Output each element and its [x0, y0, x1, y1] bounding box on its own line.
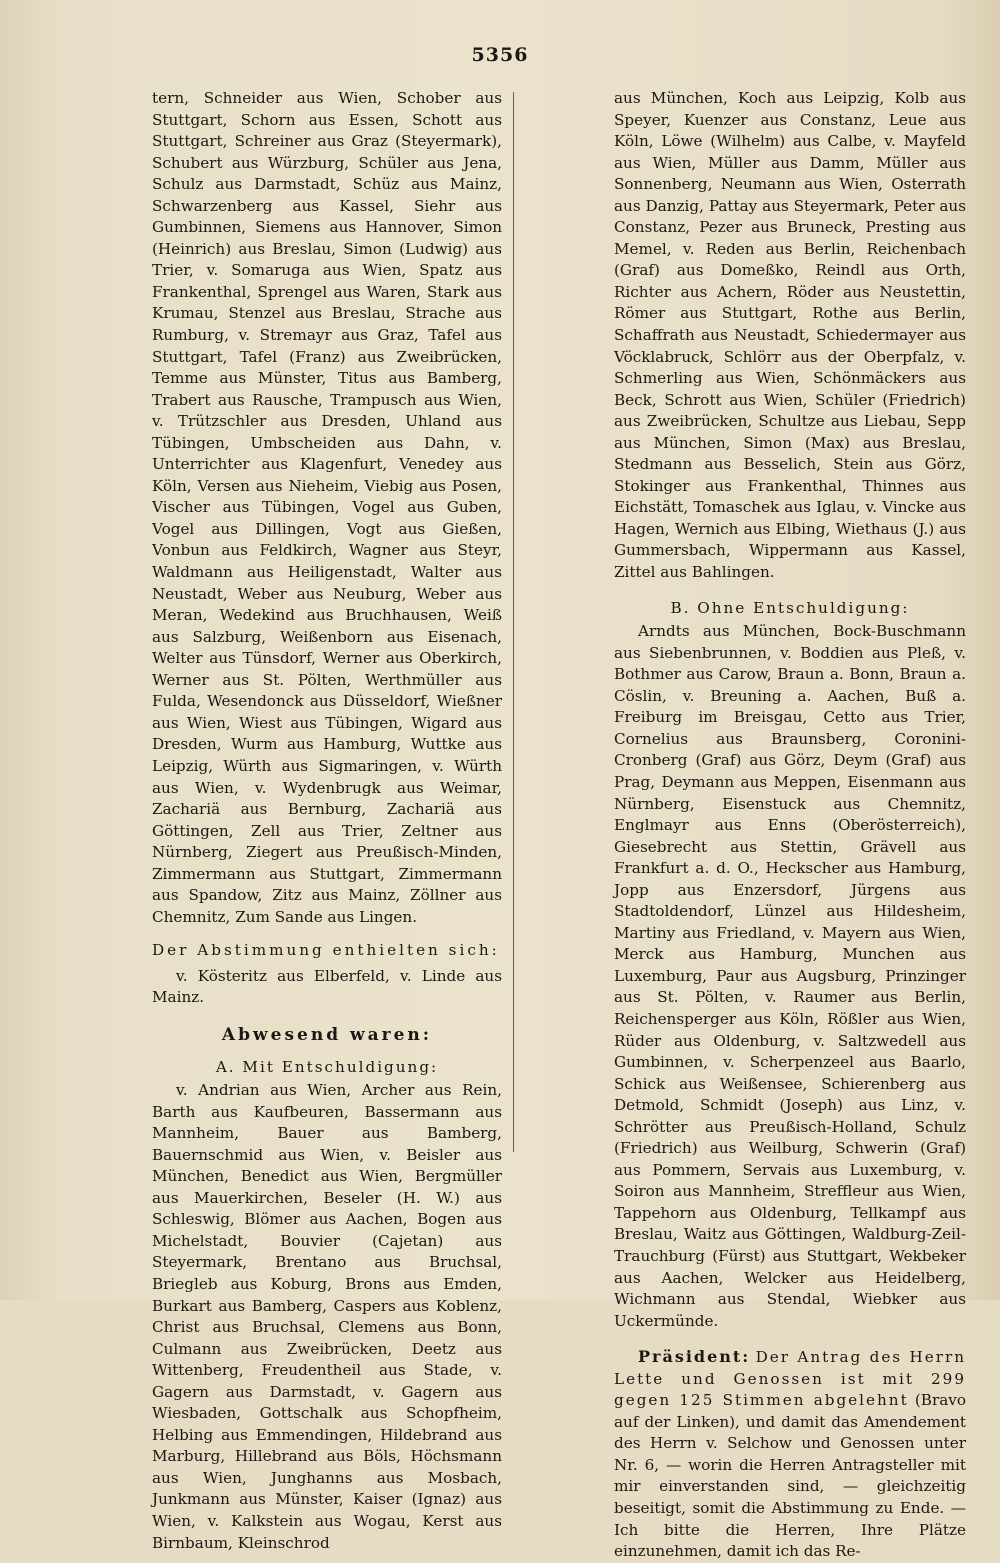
excused-list-continued: aus München, Koch aus Leipzig, Kolb aus Speyer, Kuenzer aus Constanz, Leue aus Köln, Löwe (Wilhelm) aus Calbe, v. Mayfeld aus Wien, Müller aus Damm, Müller aus Sonnenberg, Neumann aus Wien, Osterrath aus Danzig, Pattay aus Steyermark, Peter aus Constanz, Pezer aus Bruneck, Presting aus Memel, v. Reden aus Berlin, Reichenbach (Graf) aus Domeßko, Reindl aus Orth, Richter aus Achern, Röder aus Neustettin, Römer aus Stuttgart, Rothe aus Berlin, Schaffrath aus Neustadt, Schiedermayer aus Vöcklabruck, Schlörr aus der Oberpfalz, v. Schmerling aus Wien, Schönmäckers aus Beck, Schrott aus Wien, Schüler (Friedrich) aus Zweibrücken, Schultze aus Liebau, Sepp aus München, Simon (Max) aus Breslau, Stedmann aus Besselich, Stein aus Görz, Stokinger aus Frankenthal, Thinnes aus Eichstätt, Tomaschek aus Iglau, v. Vincke aus Hagen, Wernich aus Elbing, Wiethaus (J.) aus Gummersbach, Wippermann aus Kassel, Zittel aus Bahlingen. [614, 89, 966, 582]
column-divider [513, 92, 514, 1152]
president-spaced-text: Der Antrag des Herrn Lette und Genossen ist mit 299 gegen 125 Stimmen abgelehnt [614, 1348, 966, 1410]
president-label: Präsident: [638, 1347, 751, 1367]
president-text: (Bravo auf der Linken), und damit das Amendement des Herrn v. Selchow und Genossen unter Nr. 6, — worin die Herren Antragsteller mit mir einverstanden sind, — gleichzeitig beseitigt, somit die Abstimmung zu Ende. — Ich bitte die Herren, Ihre Plätze einzunehmen, damit ich das Re- [614, 1391, 966, 1561]
vote-list-continued: tern, Schneider aus Wien, Schober aus Stuttgart, Schorn aus Essen, Schott aus Stuttgart, Schreiner aus Graz (Steyermark), Schubert aus Würzburg, Schüler aus Jena, Schulz aus Darmstadt, Schüz aus Mainz, Schwarzenberg aus Kassel, Siehr aus Gumbinnen, Siemens aus Hannover, Simon (Heinrich) aus Breslau, Simon (Ludwig) aus Trier, v. Somaruga aus Wien, Spatz aus Frankenthal, Sprengel aus Waren, Stark aus Krumau, Stenzel aus Breslau, Strache aus Rumburg, v. Stremayr aus Graz, Tafel aus Stuttgart, Tafel (Franz) aus Zweibrücken, Temme aus Münster, Titus aus Bamberg, Trabert aus Rausche, Trampusch aus Wien, v. Trützschler aus Dresden, Uhland aus Tübingen, Umbscheiden aus Dahn, v. Unterrichter aus Klagenfurt, Venedey aus Köln, Versen aus Nieheim, Viebig aus Posen, Vischer aus Tübingen, Vogel aus Guben, Vogel aus Dillingen, Vogt aus Gießen, Vonbun aus Feldkirch, Wagner aus Steyr, Waldmann aus Heiligenstadt, Walter aus Neustadt, Weber aus Neuburg, Weber aus Meran, Wedekind aus Bruchhausen, Weiß aus Salzburg, Weißenborn aus Eisenach, Welter aus Tünsdorf, Werner aus Oberkirch, Werner aus St. Pölten, Werthmüller aus Fulda, Wesendonck aus Düsseldorf, Wießner aus Wien, Wiest aus Tübingen, Wigard aus Dresden, Wurm aus Hamburg, Wuttke aus Leipzig, Würth aus Sigmaringen, v. Würth aus Wien, v. Wydenbrugk aus Weimar, Zachariä aus Bernburg, Zachariä aus Göttingen, Zell aus Trier, Zeltner aus Nürnberg, Ziegert aus Preußisch-Minden, Zimmermann aus Stuttgart, Zimmermann aus Spandow, Zitz aus Mainz, Zöllner aus Chemnitz, Zum Sande aus Lingen. [152, 89, 502, 926]
absent-heading: Abwesend waren: [221, 1024, 433, 1045]
unexcused-list: Arndts aus München, Bock-Buschmann aus Siebenbrunnen, v. Boddien aus Pleß, v. Bothmer aus Carow, Braun a. Bonn, Braun a. Cöslin, v. Breuning a. Aachen, Buß a. Freiburg im Breisgau, Cetto aus Trier, Cornelius aus Braunsberg, Coronini-Cronberg (Graf) aus Görz, Deym (Graf) aus Prag, Deymann aus Meppen, Eisenmann aus Nürnberg, Eisenstuck aus Chemnitz, Englmayr aus Enns (Oberösterreich), Giesebrecht aus Stettin, Grävell aus Frankfurt a. d. O., Heckscher aus Hamburg, Jopp aus Enzersdorf, Jürgens aus Stadtoldendorf, Lünzel aus Hildesheim, Martiny aus Friedland, v. Mayern aus Wien, Merck aus Hamburg, Munchen aus Luxemburg, Paur aus Augsburg, Prinzinger aus St. Pölten, v. Raumer aus Berlin, Reichensperger aus Köln, Rößler aus Wien, Rüder aus Oldenburg, v. Saltzwedell aus Gumbinnen, v. Scherpenzeel aus Baarlo, Schick aus Weißensee, Schierenberg aus Detmold, Schmidt (Joseph) aus Linz, v. Schrötter aus Preußisch-Holland, Schulz (Friedrich) aus Weilburg, Schwerin (Graf) aus Pommern, Servais aus Luxemburg, v. Soiron aus Mannheim, Streffleur aus Wien, Tappehorn aus Oldenburg, Tellkampf aus Breslau, Waitz aus Göttingen, Waldburg-Zeil-Trauchburg (Fürst) aus Stuttgart, Wekbeker aus Aachen, Welcker aus Heidelberg, Wichmann aus Stendal, Wiebker aus Uckermünde. [614, 622, 966, 1330]
president-statement [614, 1346, 966, 1562]
abstain-list: v. Kösteritz aus Elberfeld, v. Linde aus Mainz. [152, 966, 502, 1007]
excused-list: v. Andrian aus Wien, Archer aus Rein, Barth aus Kaufbeuren, Bassermann aus Mannheim, Bauer aus Bamberg, Bauernschmid aus Wien, v. Beisler aus München, Benedict aus Wien, Bergmüller aus Mauerkirchen, Beseler (H. W.) aus Schleswig, Blömer aus Aachen, Bogen aus Michelstadt, Bouvier (Cajetan) aus Steyermark, Brentano aus Bruchsal, Briegleb aus Koburg, Brons aus Emden, Burkart aus Bamberg, Caspers aus Koblenz, Christ aus Bruchsal, Clemens aus Bonn, Culmann aus Zweibrücken, Deetz aus Wittenberg, Freudentheil aus Stade, v. Gagern aus Darmstadt, v. Gagern aus Wiesbaden, Gottschalk aus Schopfheim, Helbing aus Emmendingen, Hildebrand aus Marburg, Hillebrand aus Böls, Höchsmann aus Wien, Junghanns aus Mosbach, Junkmann aus Münster, Kaiser (Ignaz) aus Wien, v. Kalkstein aus Wogau, Kerst aus Birnbaum, Kleinschrod [152, 1081, 502, 1552]
abstain-heading: Der Abstimmung enthielten sich: [152, 941, 500, 960]
unexcused-heading: B. Ohne Entschuldigung: [670, 598, 910, 617]
right-column [614, 88, 966, 1563]
excused-heading: A. Mit Entschuldigung: [215, 1057, 439, 1076]
left-column [152, 88, 502, 1554]
page-number: 5356 [471, 44, 529, 66]
